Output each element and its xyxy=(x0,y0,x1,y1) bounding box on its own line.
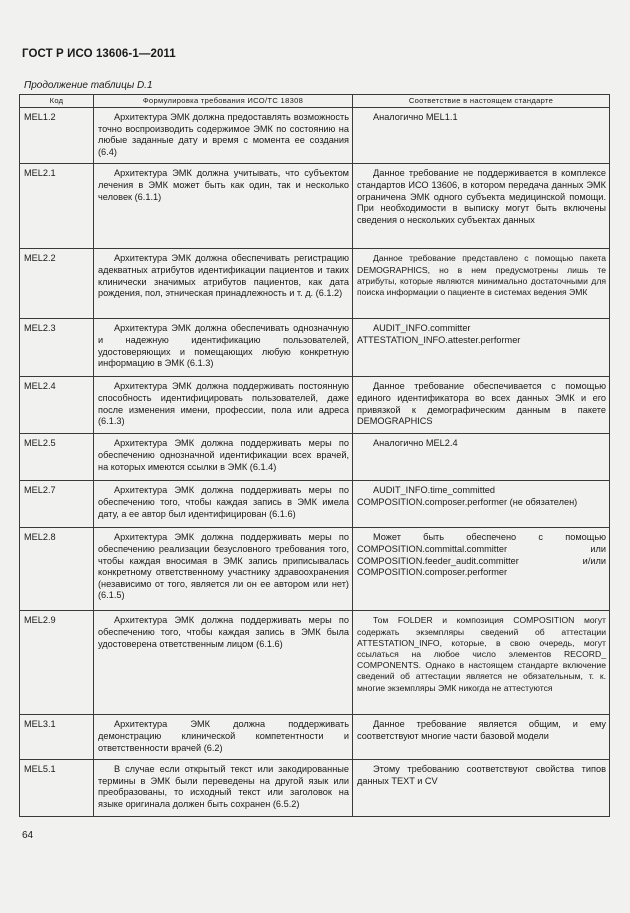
table-row xyxy=(20,377,610,434)
compliance-text: Данное требование обеспечивается с помощью единого идентификатора во всех данных ЭМК и его привязкой к демографическим данным в пакете DEMOGRAPHICS xyxy=(357,381,606,427)
table-row xyxy=(20,319,610,377)
requirement-text: Архитектура ЭМК должна поддерживать меры по обеспечению однозначной идентификации всех врачей, на которых имеются ссылки в ЭМК (6.1.4) xyxy=(98,438,349,472)
row-compliance xyxy=(353,377,610,434)
compliance-text: Аналогично MEL1.1 xyxy=(373,112,458,122)
row-requirement xyxy=(94,108,353,164)
row-code: MEL2.2 xyxy=(20,249,94,319)
row-code: MEL2.3 xyxy=(20,319,94,377)
row-code: MEL2.9 xyxy=(20,611,94,715)
table-row xyxy=(20,164,610,249)
table-row xyxy=(20,481,610,528)
row-code: MEL2.1 xyxy=(20,164,94,249)
row-code: MEL2.5 xyxy=(20,434,94,481)
row-requirement xyxy=(94,377,353,434)
row-requirement xyxy=(94,481,353,528)
requirements-table xyxy=(19,94,610,817)
row-code: MEL1.2 xyxy=(20,108,94,164)
column-header-compliance: Соответствие в настоящем стандарте xyxy=(353,95,610,108)
table-header-row xyxy=(20,95,610,108)
row-compliance xyxy=(353,611,610,715)
column-header-requirement: Формулировка требования ИСО/ТС 18308 xyxy=(94,95,353,108)
page-number: 64 xyxy=(22,830,34,841)
row-compliance xyxy=(353,715,610,760)
row-compliance xyxy=(353,108,610,164)
column-header-code: Код xyxy=(20,95,94,108)
requirement-text: Архитектура ЭМК должна обеспечивать однозначную и надежную идентификацию пользователей, удостоверяющих и помещающих любую конкретную информацию в ЭМК (6.1.3) xyxy=(98,323,349,369)
row-code: MEL2.4 xyxy=(20,377,94,434)
compliance-text: Этому требованию соответствуют свойства типов данных TEXT и CV xyxy=(357,764,606,786)
row-code: MEL2.8 xyxy=(20,528,94,611)
requirement-text: Архитектура ЭМК должна поддерживать меры по обеспечению того, чтобы каждая запись в ЭМК была удостоверена ответственным лицом (6.1.6) xyxy=(98,615,349,649)
row-requirement xyxy=(94,434,353,481)
row-compliance xyxy=(353,319,610,377)
document-standard-title: ГОСТ Р ИСО 13606-1—2011 xyxy=(22,48,176,60)
requirement-text: Архитектура ЭМК должна обеспечивать регистрацию адекватных атрибутов идентификации пациентов и таких клинически значимых атрибутов пациентов, как дата рождения, пол, этническая принадлежность и т. д. (6.1.2) xyxy=(98,253,349,299)
table-row xyxy=(20,611,610,715)
requirement-text: Архитектура ЭМК должна предоставлять возможность точно воспроизводить содержимое ЭМК по состоянию на любые заданные дату и время с момента ее создания (6.4) xyxy=(98,112,349,157)
table-row xyxy=(20,715,610,760)
row-requirement xyxy=(94,715,353,760)
row-code: MEL2.7 xyxy=(20,481,94,528)
row-compliance xyxy=(353,164,610,249)
row-requirement xyxy=(94,249,353,319)
row-requirement xyxy=(94,164,353,249)
compliance-text: Том FOLDER и композиция COMPOSITION могут содержать экземпляры сведений об аттестации ATTESTATION_INFO, которые, в свою очередь, могут ссылаться на любое число элементов RECORD_ COMPONENTS. Однако в настоящем стандарте включение сведений об аттестации является не обязательным, т. к. многие экземпляры ЭМК никогда не аттестуются xyxy=(357,615,606,693)
table-caption: Продолжение таблицы D.1 xyxy=(24,80,153,91)
requirement-text: Архитектура ЭМК должна поддерживать меры по обеспечению реализации безусловного требования того, чтобы каждая вносимая в ЭМК запись приписывалась конкретному ответственному участнику здравоохранения (независимо от того, является ли он ее автором или нет) (6.1.5) xyxy=(98,532,349,601)
compliance-text: Данное требование является общим, и ему соответствуют многие части базовой модели xyxy=(357,719,606,741)
compliance-text: Может быть обеспечено с помощью COMPOSITION.committal.committer или COMPOSITION.feeder_audit.committer и/или COMPOSITION.composer.performer xyxy=(357,532,606,578)
row-requirement xyxy=(94,319,353,377)
row-compliance xyxy=(353,249,610,319)
requirement-text: Архитектура ЭМК должна поддерживать постоянную способность идентифицировать пользователей, даже после изменения имени, профессии, пола или адреса (6.1.3) xyxy=(98,381,349,427)
row-requirement xyxy=(94,760,353,816)
row-code: MEL3.1 xyxy=(20,715,94,760)
table-row xyxy=(20,434,610,481)
compliance-text: Данное требование представлено с помощью пакета DEMOGRAPHICS, но в нем предусмотрены лишь те атрибуты, которые являются минимально достаточными для поиска информации о пациенте в системах ведения ЭМК xyxy=(357,253,606,297)
table-row xyxy=(20,528,610,611)
row-compliance xyxy=(353,434,610,481)
requirement-text: В случае если открытый текст или закодированные термины в ЭМК были переведены на другой язык или преобразованы, то исходный текст или заголовок на языке оригинала должен быть сохранен (6.5.2) xyxy=(98,764,349,809)
row-compliance xyxy=(353,481,610,528)
compliance-text: AUDIT_INFO.time_committed COMPOSITION.composer.performer (не обязателен) xyxy=(357,485,578,507)
compliance-text: Аналогично MEL2.4 xyxy=(373,438,458,449)
row-compliance xyxy=(353,528,610,611)
requirement-text: Архитектура ЭМК должна поддерживать меры по обеспечению того, чтобы каждая запись в ЭМК имела дату, а ее автор был идентифицирован (6.1.6) xyxy=(98,485,349,519)
row-requirement xyxy=(94,611,353,715)
row-compliance xyxy=(353,760,610,816)
table-row xyxy=(20,760,610,816)
row-code: MEL5.1 xyxy=(20,760,94,816)
row-requirement xyxy=(94,528,353,611)
requirement-text: Архитектура ЭМК должна учитывать, что субъектом лечения в ЭМК может быть как один, так и несколько человек (6.1.1) xyxy=(98,168,349,202)
requirement-text: Архитектура ЭМК должна поддерживать демонстрацию клинической компетентности и ответственности врачей (6.2) xyxy=(98,719,349,753)
table-row xyxy=(20,249,610,319)
table-row xyxy=(20,108,610,164)
compliance-text: AUDIT_INFO.committer ATTESTATION_INFO.attester.performer xyxy=(357,323,521,345)
compliance-text: Данное требование не поддерживается в комплексе стандартов ИСО 13606, в котором передача данных ЭМК ограничена ЭМК одного субъекта медицинской помощи. При необходимости в выписку могут быть включены сведения о нескольких субъектах данных xyxy=(357,168,606,225)
